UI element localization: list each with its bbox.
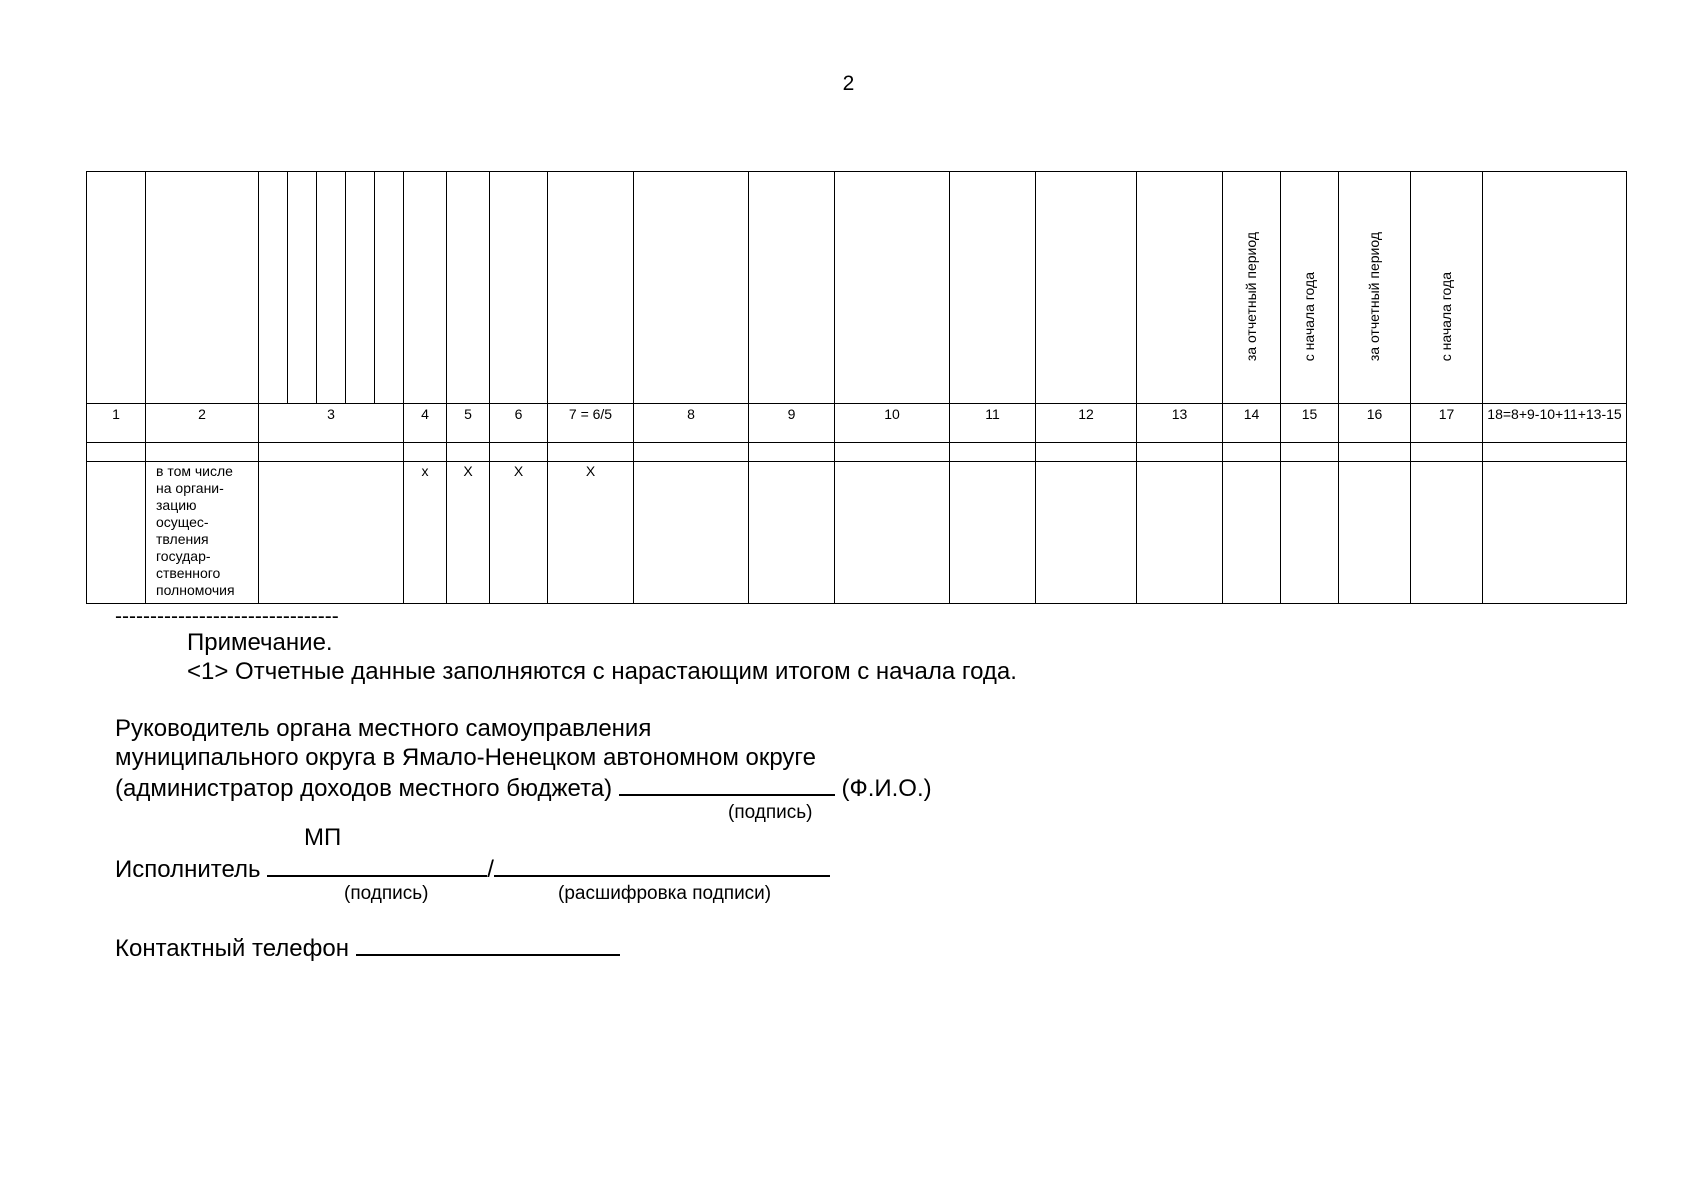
- header-cell: [317, 172, 346, 404]
- signature-line-2: муниципального округа в Ямало-Ненецком автономном округе: [115, 744, 816, 771]
- data-cell: [1036, 462, 1137, 604]
- header-cell: [288, 172, 317, 404]
- executor-slash: /: [487, 856, 494, 883]
- blank-row: [87, 443, 1627, 462]
- column-number-4: 4: [404, 404, 447, 443]
- header-cell-17: [1411, 172, 1483, 404]
- data-cell: [950, 462, 1036, 604]
- header-year-start-15: с начала года: [1301, 271, 1317, 361]
- data-cell: [87, 462, 146, 604]
- header-cell: [835, 172, 950, 404]
- data-cell: [1339, 462, 1411, 604]
- report-table: [86, 171, 1627, 604]
- column-number-5: 5: [447, 404, 490, 443]
- blank-cell: [634, 443, 749, 462]
- header-cell: [259, 172, 288, 404]
- column-number-10: 10: [835, 404, 950, 443]
- blank-cell: [1483, 443, 1627, 462]
- data-cell-6: X: [490, 462, 548, 604]
- blank-cell: [1339, 443, 1411, 462]
- header-reporting-period-16: за отчетный период: [1366, 231, 1382, 361]
- description-line: зацию: [156, 497, 197, 513]
- column-number-9: 9: [749, 404, 835, 443]
- header-cell: [375, 172, 404, 404]
- header-year-start-17: с начала года: [1438, 271, 1454, 361]
- phone-label: Контактный телефон: [115, 935, 349, 962]
- description-line: осущес-: [156, 514, 209, 530]
- signature-line-3: [115, 772, 932, 803]
- column-number-17: 17: [1411, 404, 1483, 443]
- column-numbers-row: [87, 404, 1627, 443]
- description-line: в том числе: [156, 463, 233, 479]
- blank-cell: [1137, 443, 1223, 462]
- header-reporting-period-14: за отчетный период: [1243, 231, 1259, 361]
- blank-cell: [1411, 443, 1483, 462]
- column-number-8: 8: [634, 404, 749, 443]
- executor-sign-caption: (подпись): [344, 883, 429, 904]
- executor-name-blank[interactable]: [494, 853, 830, 877]
- data-cell: [1223, 462, 1281, 604]
- blank-cell: [146, 443, 259, 462]
- footnote-separator: --------------------------------: [115, 605, 339, 628]
- blank-cell: [835, 443, 950, 462]
- header-cell: [634, 172, 749, 404]
- column-number-15: 15: [1281, 404, 1339, 443]
- executor-label: Исполнитель: [115, 856, 261, 883]
- description-line: на органи-: [156, 480, 224, 496]
- header-cell: [87, 172, 146, 404]
- column-number-7: 7 = 6/5: [548, 404, 634, 443]
- header-cell: [447, 172, 490, 404]
- data-cell: [259, 462, 404, 604]
- data-cell: [1411, 462, 1483, 604]
- blank-cell: [1036, 443, 1137, 462]
- column-number-13: 13: [1137, 404, 1223, 443]
- blank-cell: [548, 443, 634, 462]
- column-number-2: 2: [146, 404, 259, 443]
- page-number: 2: [842, 72, 855, 95]
- footnote-text: <1> Отчетные данные заполняются с нарастающим итогом с начала года.: [187, 658, 1017, 685]
- blank-cell: [749, 443, 835, 462]
- blank-cell: [404, 443, 447, 462]
- phone-line: [115, 932, 620, 963]
- column-number-1: 1: [87, 404, 146, 443]
- header-cell: [1483, 172, 1627, 404]
- signature-line-1: Руководитель органа местного самоуправления: [115, 715, 652, 742]
- description-line: ственного: [156, 565, 221, 581]
- column-number-16: 16: [1339, 404, 1411, 443]
- column-number-14: 14: [1223, 404, 1281, 443]
- blank-cell: [87, 443, 146, 462]
- data-cell-7: X: [548, 462, 634, 604]
- description-line: государ-: [156, 548, 211, 564]
- header-row: [87, 172, 1627, 404]
- data-cell: [634, 462, 749, 604]
- header-cell: [404, 172, 447, 404]
- header-cell: [346, 172, 375, 404]
- data-row: [87, 462, 1627, 604]
- header-cell: [146, 172, 259, 404]
- header-cell: [548, 172, 634, 404]
- data-cell: [835, 462, 950, 604]
- signature-caption: (подпись): [728, 802, 813, 823]
- executor-line: [115, 853, 830, 884]
- column-number-12: 12: [1036, 404, 1137, 443]
- mp-label: МП: [304, 824, 342, 851]
- header-cell: [950, 172, 1036, 404]
- blank-cell: [490, 443, 548, 462]
- header-cell: [1036, 172, 1137, 404]
- signature-blank-line[interactable]: [619, 772, 835, 796]
- data-cell: [1483, 462, 1627, 604]
- fio-label: (Ф.И.О.): [841, 775, 932, 802]
- data-cell: [1281, 462, 1339, 604]
- blank-cell: [259, 443, 404, 462]
- header-cell: [1137, 172, 1223, 404]
- column-number-11: 11: [950, 404, 1036, 443]
- blank-cell: [447, 443, 490, 462]
- data-cell: [1137, 462, 1223, 604]
- executor-signature-blank[interactable]: [267, 853, 487, 877]
- data-cell-4: x: [404, 462, 447, 604]
- column-number-3: 3: [259, 404, 404, 443]
- column-number-18: 18=8+9-10+11+13-15: [1483, 404, 1627, 443]
- data-cell-5: X: [447, 462, 490, 604]
- description-line: твления: [156, 531, 209, 547]
- data-cell: [749, 462, 835, 604]
- executor-decode-caption: (расшифровка подписи): [558, 883, 772, 904]
- phone-blank[interactable]: [356, 932, 620, 956]
- header-cell-14: [1223, 172, 1281, 404]
- header-cell-15: [1281, 172, 1339, 404]
- blank-cell: [1281, 443, 1339, 462]
- header-cell-16: [1339, 172, 1411, 404]
- data-cell-description: [146, 462, 259, 604]
- blank-cell: [1223, 443, 1281, 462]
- footnote-title: Примечание.: [187, 629, 333, 656]
- header-cell: [749, 172, 835, 404]
- header-cell: [490, 172, 548, 404]
- column-number-6: 6: [490, 404, 548, 443]
- administrator-label: (администратор доходов местного бюджета): [115, 775, 613, 802]
- blank-cell: [950, 443, 1036, 462]
- description-line: полномочия: [156, 582, 235, 598]
